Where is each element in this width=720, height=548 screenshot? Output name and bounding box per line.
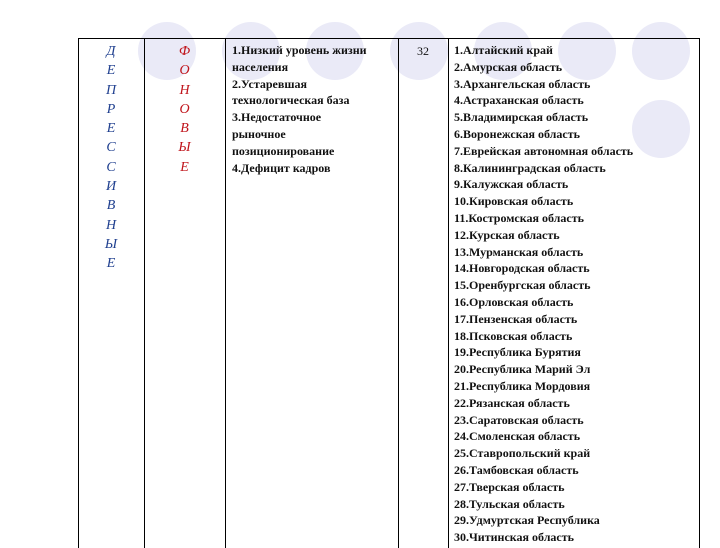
- letter: Р: [106, 101, 116, 117]
- problem-line: 1.Низкий уровень жизни: [232, 43, 367, 57]
- list-item: 24.Смоленская область: [454, 429, 581, 444]
- list-item: 27.Тверская область: [454, 479, 565, 494]
- problem-line: технологическая база: [232, 93, 350, 108]
- list-item: 15.Оренбургская область: [454, 278, 591, 293]
- letter: В: [106, 198, 116, 214]
- letter: П: [105, 82, 117, 98]
- letter: Ы: [178, 140, 191, 156]
- list-item: 17.Пензенская область: [454, 311, 578, 326]
- letter: Ы: [104, 236, 118, 252]
- background-label: [144, 42, 225, 177]
- list-item: 14.Новгородская область: [454, 261, 590, 276]
- list-item: 20.Республика Марий Эл: [454, 362, 591, 377]
- depressed-label: [78, 42, 144, 274]
- list-item: 4.Астраханская область: [454, 93, 584, 108]
- list-item: 12.Курская область: [454, 227, 560, 242]
- list-item: 10.Кировская область: [454, 194, 574, 209]
- list-item: 7.Еврейская автономная область: [454, 143, 634, 158]
- list-item: 3.Архангельская область: [454, 76, 591, 91]
- decorative-circle: [632, 100, 690, 158]
- letter: Н: [105, 217, 117, 233]
- table-border: [448, 38, 449, 548]
- list-item: 8.Калининградская область: [454, 160, 606, 175]
- list-item: 21.Республика Мордовия: [454, 378, 591, 393]
- list-item: 5.Владимирская область: [454, 110, 589, 125]
- problem-line: 4.Дефицит кадров: [232, 160, 331, 175]
- problem-line: рыночное: [232, 126, 286, 141]
- list-item: 6.Воронежская область: [454, 126, 580, 141]
- problem-line: 2.Устаревшая: [232, 76, 307, 91]
- list-item: 11.Костромская область: [454, 210, 584, 225]
- list-item: 26.Тамбовская область: [454, 462, 579, 477]
- decorative-circle: [632, 22, 690, 80]
- table-border: [699, 38, 700, 548]
- list-item: 30.Читинская область: [454, 530, 574, 545]
- letter: Е: [180, 159, 189, 175]
- letter: Е: [106, 63, 116, 79]
- letter: И: [105, 179, 117, 195]
- region-count: 32: [417, 44, 429, 58]
- problem-line: населения: [232, 59, 289, 74]
- letter: Е: [106, 256, 116, 272]
- table-top-border: [78, 38, 699, 39]
- list-item: 19.Республика Бурятия: [454, 345, 581, 360]
- list-item: 16.Орловская область: [454, 294, 574, 309]
- list-item: 25.Ставропольский край: [454, 446, 591, 461]
- list-item: 28.Тульская область: [454, 496, 565, 511]
- letter: С: [106, 159, 116, 175]
- table-border: [398, 38, 399, 548]
- letter: В: [180, 121, 189, 137]
- letter: О: [179, 63, 190, 79]
- table-border: [225, 38, 226, 548]
- problems-list: [232, 42, 367, 176]
- letter: Д: [106, 44, 116, 59]
- list-item: 1.Алтайский край: [454, 43, 553, 57]
- letter: Н: [179, 82, 190, 98]
- letter: О: [179, 101, 190, 117]
- problem-line: позиционирование: [232, 143, 335, 158]
- regions-list: [454, 42, 633, 546]
- list-item: 9.Калужская область: [454, 177, 569, 192]
- problem-line: 3.Недостаточное: [232, 110, 322, 125]
- list-item: 18.Псковская область: [454, 328, 573, 343]
- letter: С: [106, 140, 116, 156]
- list-item: 13.Мурманская область: [454, 244, 584, 259]
- list-item: 29.Удмуртская Республика: [454, 513, 600, 528]
- list-item: 23.Саратовская область: [454, 412, 584, 427]
- list-item: 2.Амурская область: [454, 59, 563, 74]
- letter: Е: [106, 121, 116, 137]
- letter: Ф: [178, 44, 191, 59]
- list-item: 22.Рязанская область: [454, 395, 570, 410]
